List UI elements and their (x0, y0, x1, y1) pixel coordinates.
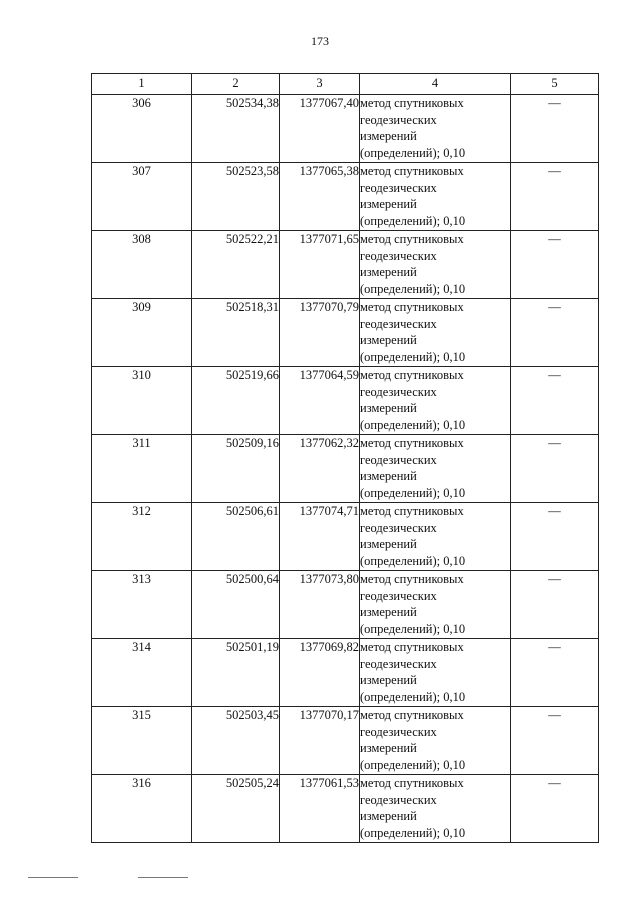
method-line: (определений); 0,10 (360, 349, 466, 364)
method-line: (определений); 0,10 (360, 213, 466, 228)
col5-value: — (511, 571, 599, 639)
coordinate-y: 1377070,17 (280, 707, 360, 775)
header-col-4: 4 (360, 74, 511, 95)
method-line: (определений); 0,10 (360, 145, 466, 160)
method-line: геодезических (360, 112, 437, 127)
method-description (360, 95, 511, 163)
table-row (92, 163, 599, 231)
method-line: геодезических (360, 588, 437, 603)
table-row (92, 435, 599, 503)
method-line: геодезических (360, 452, 437, 467)
method-line: метод спутниковых (360, 436, 464, 450)
method-line: (определений); 0,10 (360, 485, 466, 500)
table-row (92, 299, 599, 367)
point-number: 311 (92, 435, 192, 503)
coordinate-x: 502519,66 (192, 367, 280, 435)
coordinate-x: 502506,61 (192, 503, 280, 571)
point-number: 312 (92, 503, 192, 571)
coordinate-y: 1377070,79 (280, 299, 360, 367)
coordinate-x: 502501,19 (192, 639, 280, 707)
method-line: измерений (360, 605, 417, 619)
method-line: метод спутниковых (360, 300, 464, 314)
col5-value: — (511, 639, 599, 707)
method-line: метод спутниковых (360, 164, 464, 178)
method-line: измерений (360, 333, 417, 347)
point-number: 315 (92, 707, 192, 775)
table-row (92, 231, 599, 299)
table-row (92, 571, 599, 639)
col5-value: — (511, 231, 599, 299)
method-line: (определений); 0,10 (360, 417, 466, 432)
coordinate-y: 1377061,53 (280, 775, 360, 843)
header-col-1: 1 (92, 74, 192, 95)
coordinate-y: 1377067,40 (280, 95, 360, 163)
table-row (92, 367, 599, 435)
col5-value: — (511, 775, 599, 843)
table-row (92, 775, 599, 843)
coordinate-x: 502518,31 (192, 299, 280, 367)
table-row (92, 707, 599, 775)
coordinate-x: 502534,38 (192, 95, 280, 163)
method-line: геодезических (360, 384, 437, 399)
coordinate-y: 1377065,38 (280, 163, 360, 231)
method-description (360, 231, 511, 299)
method-line: измерений (360, 469, 417, 483)
method-description (360, 707, 511, 775)
header-col-3: 3 (280, 74, 360, 95)
method-line: геодезических (360, 792, 437, 807)
method-line: геодезических (360, 248, 437, 263)
coordinate-x: 502522,21 (192, 231, 280, 299)
coordinate-x: 502509,16 (192, 435, 280, 503)
method-line: метод спутниковых (360, 368, 464, 382)
point-number: 313 (92, 571, 192, 639)
method-description (360, 299, 511, 367)
col5-value: — (511, 299, 599, 367)
method-line: измерений (360, 537, 417, 551)
method-line: измерений (360, 265, 417, 279)
col5-value: — (511, 163, 599, 231)
method-line: метод спутниковых (360, 640, 464, 654)
method-line: геодезических (360, 724, 437, 739)
point-number: 310 (92, 367, 192, 435)
coordinate-y: 1377062,32 (280, 435, 360, 503)
coordinate-x: 502503,45 (192, 707, 280, 775)
point-number: 307 (92, 163, 192, 231)
method-line: (определений); 0,10 (360, 825, 466, 840)
method-description (360, 367, 511, 435)
point-number: 308 (92, 231, 192, 299)
table-header-row (92, 74, 599, 95)
method-line: метод спутниковых (360, 776, 464, 790)
method-line: метод спутниковых (360, 708, 464, 722)
point-number: 306 (92, 95, 192, 163)
method-line: измерений (360, 809, 417, 823)
col5-value: — (511, 707, 599, 775)
method-line: измерений (360, 741, 417, 755)
method-line: метод спутниковых (360, 96, 464, 110)
col5-value: — (511, 367, 599, 435)
coordinate-x: 502505,24 (192, 775, 280, 843)
coordinate-y: 1377064,59 (280, 367, 360, 435)
coordinate-x: 502523,58 (192, 163, 280, 231)
method-line: (определений); 0,10 (360, 689, 466, 704)
coordinate-y: 1377069,82 (280, 639, 360, 707)
method-description (360, 163, 511, 231)
footer-line (138, 877, 188, 878)
method-line: (определений); 0,10 (360, 757, 466, 772)
coordinate-y: 1377071,65 (280, 231, 360, 299)
method-line: геодезических (360, 656, 437, 671)
coordinate-y: 1377074,71 (280, 503, 360, 571)
col5-value: — (511, 95, 599, 163)
table-body (92, 95, 599, 843)
method-line: измерений (360, 673, 417, 687)
col5-value: — (511, 435, 599, 503)
method-line: измерений (360, 197, 417, 211)
method-description (360, 639, 511, 707)
point-number: 314 (92, 639, 192, 707)
header-col-2: 2 (192, 74, 280, 95)
point-number: 316 (92, 775, 192, 843)
header-col-5: 5 (511, 74, 599, 95)
method-line: геодезических (360, 520, 437, 535)
method-line: геодезических (360, 180, 437, 195)
method-line: измерений (360, 129, 417, 143)
method-line: измерений (360, 401, 417, 415)
method-description (360, 435, 511, 503)
table-row (92, 95, 599, 163)
method-line: (определений); 0,10 (360, 281, 466, 296)
point-number: 309 (92, 299, 192, 367)
coordinate-y: 1377073,80 (280, 571, 360, 639)
footer-line (28, 877, 78, 878)
method-description (360, 775, 511, 843)
table-row (92, 639, 599, 707)
method-description (360, 503, 511, 571)
method-line: метод спутниковых (360, 572, 464, 586)
table-row (92, 503, 599, 571)
method-line: метод спутниковых (360, 504, 464, 518)
coordinate-x: 502500,64 (192, 571, 280, 639)
method-description (360, 571, 511, 639)
page-number: 173 (311, 34, 329, 48)
method-line: (определений); 0,10 (360, 553, 466, 568)
method-line: геодезических (360, 316, 437, 331)
col5-value: — (511, 503, 599, 571)
method-line: (определений); 0,10 (360, 621, 466, 636)
coordinates-table (91, 73, 599, 843)
method-line: метод спутниковых (360, 232, 464, 246)
